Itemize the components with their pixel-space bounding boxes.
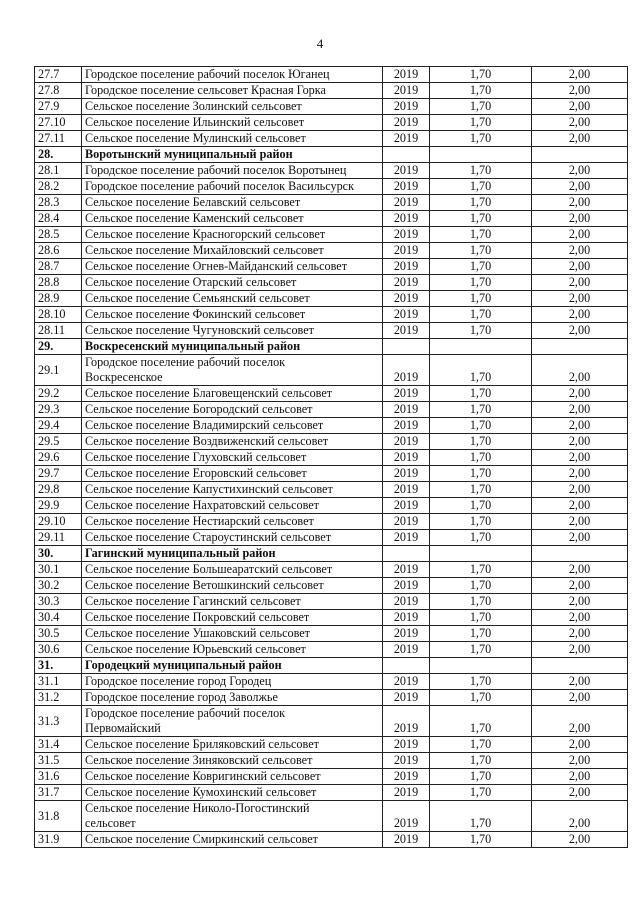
settlement-name: Сельское поселение Благовещенский сельсовет xyxy=(82,386,383,402)
value-cell-2: 2,00 xyxy=(532,769,628,785)
row-number: 28.1 xyxy=(35,163,82,179)
value-cell-2: 2,00 xyxy=(532,227,628,243)
value-cell-1: 1,70 xyxy=(430,355,532,386)
table-row xyxy=(35,706,628,737)
settlement-name-line1: Сельское поселение Николо-Погостинский xyxy=(85,801,310,815)
value-cell-1: 1,70 xyxy=(430,737,532,753)
value-cell-1: 1,70 xyxy=(430,690,532,706)
value-cell-2: 2,00 xyxy=(532,418,628,434)
row-number: 31.8 xyxy=(35,801,82,832)
row-number: 28.9 xyxy=(35,291,82,307)
value-cell-2: 2,00 xyxy=(532,83,628,99)
value-cell-1: 1,70 xyxy=(430,99,532,115)
row-number: 30.5 xyxy=(35,626,82,642)
year-cell: 2019 xyxy=(383,466,430,482)
table-row xyxy=(35,769,628,785)
year-cell xyxy=(383,546,430,562)
year-cell xyxy=(383,658,430,674)
row-number: 31.9 xyxy=(35,832,82,848)
table-row xyxy=(35,131,628,147)
settlement-name: Сельское поселение Богородский сельсовет xyxy=(82,402,383,418)
year-cell: 2019 xyxy=(383,785,430,801)
section-row xyxy=(35,339,628,355)
table-row xyxy=(35,674,628,690)
settlement-name: Городское поселение город Городец xyxy=(82,674,383,690)
year-cell: 2019 xyxy=(383,291,430,307)
value-cell-2: 2,00 xyxy=(532,402,628,418)
year-cell: 2019 xyxy=(383,323,430,339)
year-cell: 2019 xyxy=(383,115,430,131)
table-row xyxy=(35,243,628,259)
settlement-name: Сельское поселение Гагинский сельсовет xyxy=(82,594,383,610)
row-number: 31.6 xyxy=(35,769,82,785)
table-row xyxy=(35,179,628,195)
value-cell-1: 1,70 xyxy=(430,801,532,832)
value-cell-2: 2,00 xyxy=(532,514,628,530)
settlement-name: Сельское поселение Воздвиженский сельсовет xyxy=(82,434,383,450)
table-row xyxy=(35,753,628,769)
row-number: 28. xyxy=(35,147,82,163)
row-number: 30.2 xyxy=(35,578,82,594)
settlement-name: Городское поселение рабочий поселок Воротынец xyxy=(82,163,383,179)
page-number: 4 xyxy=(316,36,324,51)
row-number: 29.7 xyxy=(35,466,82,482)
year-cell: 2019 xyxy=(383,83,430,99)
value-cell-2: 2,00 xyxy=(532,115,628,131)
value-cell-2: 2,00 xyxy=(532,801,628,832)
value-cell-1: 1,70 xyxy=(430,562,532,578)
table-row xyxy=(35,115,628,131)
settlement-name: Городецкий муниципальный район xyxy=(82,658,383,674)
row-number: 29. xyxy=(35,339,82,355)
settlement-name: Сельское поселение Покровский сельсовет xyxy=(82,610,383,626)
row-number: 27.7 xyxy=(35,67,82,83)
value-cell-2: 2,00 xyxy=(532,610,628,626)
value-cell-2: 2,00 xyxy=(532,737,628,753)
settlement-name: Сельское поселение Мулинский сельсовет xyxy=(82,131,383,147)
settlement-name: Городское поселение сельсовет Красная Горка xyxy=(82,83,383,99)
value-cell-1: 1,70 xyxy=(430,227,532,243)
value-cell-2: 2,00 xyxy=(532,690,628,706)
year-cell: 2019 xyxy=(383,706,430,737)
value-cell-2 xyxy=(532,339,628,355)
year-cell: 2019 xyxy=(383,801,430,832)
table-row xyxy=(35,690,628,706)
value-cell-1: 1,70 xyxy=(430,753,532,769)
settlement-name-line2: сельсовет xyxy=(85,816,136,830)
value-cell-2: 2,00 xyxy=(532,179,628,195)
value-cell-2: 2,00 xyxy=(532,434,628,450)
year-cell: 2019 xyxy=(383,275,430,291)
value-cell-1: 1,70 xyxy=(430,259,532,275)
value-cell-2: 2,00 xyxy=(532,706,628,737)
year-cell: 2019 xyxy=(383,578,430,594)
value-cell-2: 2,00 xyxy=(532,99,628,115)
year-cell: 2019 xyxy=(383,530,430,546)
year-cell: 2019 xyxy=(383,179,430,195)
value-cell-2: 2,00 xyxy=(532,674,628,690)
year-cell: 2019 xyxy=(383,195,430,211)
row-number: 29.5 xyxy=(35,434,82,450)
settlement-name: Сельское поселение Нестиарский сельсовет xyxy=(82,514,383,530)
table-row xyxy=(35,355,628,386)
value-cell-1: 1,70 xyxy=(430,530,532,546)
row-number: 27.11 xyxy=(35,131,82,147)
year-cell: 2019 xyxy=(383,259,430,275)
settlement-name: Сельское поселение Красногорский сельсовет xyxy=(82,227,383,243)
table-row xyxy=(35,386,628,402)
value-cell-2: 2,00 xyxy=(532,594,628,610)
row-number: 28.4 xyxy=(35,211,82,227)
table-row xyxy=(35,259,628,275)
value-cell-1: 1,70 xyxy=(430,482,532,498)
year-cell xyxy=(383,147,430,163)
value-cell-1: 1,70 xyxy=(430,418,532,434)
year-cell: 2019 xyxy=(383,642,430,658)
settlement-name-line1: Городское поселение рабочий поселок xyxy=(85,355,286,369)
value-cell-1: 1,70 xyxy=(430,291,532,307)
row-number: 30.4 xyxy=(35,610,82,626)
row-number: 31.5 xyxy=(35,753,82,769)
value-cell-2: 2,00 xyxy=(532,642,628,658)
value-cell-2 xyxy=(532,658,628,674)
row-number: 28.5 xyxy=(35,227,82,243)
row-number: 28.11 xyxy=(35,323,82,339)
value-cell-2 xyxy=(532,546,628,562)
year-cell: 2019 xyxy=(383,562,430,578)
value-cell-1: 1,70 xyxy=(430,402,532,418)
settlement-name: Сельское поселение Ушаковский сельсовет xyxy=(82,626,383,642)
value-cell-1: 1,70 xyxy=(430,594,532,610)
value-cell-1: 1,70 xyxy=(430,514,532,530)
year-cell: 2019 xyxy=(383,594,430,610)
table-row xyxy=(35,163,628,179)
table-row xyxy=(35,434,628,450)
settlement-name: Сельское поселение Староустинский сельсовет xyxy=(82,530,383,546)
value-cell-1: 1,70 xyxy=(430,275,532,291)
row-number: 29.11 xyxy=(35,530,82,546)
row-number: 31. xyxy=(35,658,82,674)
row-number: 31.4 xyxy=(35,737,82,753)
year-cell: 2019 xyxy=(383,307,430,323)
settlement-name: Городское поселение рабочий поселок Васильсурск xyxy=(82,179,383,195)
row-number: 31.7 xyxy=(35,785,82,801)
value-cell-1: 1,70 xyxy=(430,67,532,83)
value-cell-2: 2,00 xyxy=(532,530,628,546)
settlement-name-line2: Воскресенское xyxy=(85,370,163,384)
table-row xyxy=(35,402,628,418)
table-row xyxy=(35,227,628,243)
settlement-name: Гагинский муниципальный район xyxy=(82,546,383,562)
row-number: 29.10 xyxy=(35,514,82,530)
year-cell: 2019 xyxy=(383,674,430,690)
table-row xyxy=(35,514,628,530)
value-cell-2: 2,00 xyxy=(532,211,628,227)
value-cell-1 xyxy=(430,658,532,674)
row-number: 28.7 xyxy=(35,259,82,275)
value-cell-2: 2,00 xyxy=(532,626,628,642)
year-cell: 2019 xyxy=(383,99,430,115)
table-row xyxy=(35,626,628,642)
value-cell-1: 1,70 xyxy=(430,323,532,339)
year-cell: 2019 xyxy=(383,753,430,769)
value-cell-1: 1,70 xyxy=(430,626,532,642)
settlement-name: Сельское поселение Капустихинский сельсовет xyxy=(82,482,383,498)
value-cell-1: 1,70 xyxy=(430,466,532,482)
year-cell: 2019 xyxy=(383,832,430,848)
settlement-name: Сельское поселение Каменский сельсовет xyxy=(82,211,383,227)
table-row xyxy=(35,67,628,83)
row-number: 28.8 xyxy=(35,275,82,291)
row-number: 31.2 xyxy=(35,690,82,706)
year-cell: 2019 xyxy=(383,386,430,402)
value-cell-1: 1,70 xyxy=(430,195,532,211)
table-row xyxy=(35,307,628,323)
value-cell-1: 1,70 xyxy=(430,450,532,466)
table-body xyxy=(35,67,628,848)
value-cell-1: 1,70 xyxy=(430,83,532,99)
table-row xyxy=(35,291,628,307)
year-cell: 2019 xyxy=(383,610,430,626)
value-cell-2: 2,00 xyxy=(532,832,628,848)
table-row xyxy=(35,211,628,227)
row-number: 31.1 xyxy=(35,674,82,690)
settlement-name: Сельское поселение Нахратовский сельсовет xyxy=(82,498,383,514)
settlement-name: Сельское поселение Большеаратский сельсовет xyxy=(82,562,383,578)
row-number: 27.10 xyxy=(35,115,82,131)
table-row xyxy=(35,737,628,753)
row-number: 27.8 xyxy=(35,83,82,99)
row-number: 30.6 xyxy=(35,642,82,658)
row-number: 29.3 xyxy=(35,402,82,418)
table-row xyxy=(35,785,628,801)
value-cell-2: 2,00 xyxy=(532,482,628,498)
year-cell: 2019 xyxy=(383,163,430,179)
settlement-name: Сельское поселение Чугуновский сельсовет xyxy=(82,323,383,339)
value-cell-2: 2,00 xyxy=(532,259,628,275)
settlement-name: Воротынский муниципальный район xyxy=(82,147,383,163)
table-row xyxy=(35,610,628,626)
table-row xyxy=(35,275,628,291)
row-number: 30.1 xyxy=(35,562,82,578)
value-cell-1: 1,70 xyxy=(430,832,532,848)
value-cell-1: 1,70 xyxy=(430,115,532,131)
settlement-name: Сельское поселение Семьянский сельсовет xyxy=(82,291,383,307)
value-cell-1: 1,70 xyxy=(430,578,532,594)
row-number: 29.4 xyxy=(35,418,82,434)
row-number: 31.3 xyxy=(35,706,82,737)
year-cell: 2019 xyxy=(383,434,430,450)
row-number: 28.6 xyxy=(35,243,82,259)
settlement-name: Сельское поселение Кумохинский сельсовет xyxy=(82,785,383,801)
settlement-name: Сельское поселение Отарский сельсовет xyxy=(82,275,383,291)
value-cell-1: 1,70 xyxy=(430,131,532,147)
table-row xyxy=(35,801,628,832)
year-cell: 2019 xyxy=(383,402,430,418)
year-cell: 2019 xyxy=(383,514,430,530)
settlement-name: Сельское поселение Ветошкинский сельсовет xyxy=(82,578,383,594)
value-cell-2: 2,00 xyxy=(532,785,628,801)
value-cell-2 xyxy=(532,147,628,163)
row-number: 28.3 xyxy=(35,195,82,211)
value-cell-2: 2,00 xyxy=(532,386,628,402)
settlement-name: Сельское поселение Зиняковский сельсовет xyxy=(82,753,383,769)
value-cell-1: 1,70 xyxy=(430,243,532,259)
year-cell: 2019 xyxy=(383,355,430,386)
value-cell-2: 2,00 xyxy=(532,195,628,211)
value-cell-1: 1,70 xyxy=(430,610,532,626)
value-cell-2: 2,00 xyxy=(532,67,628,83)
settlement-name: Сельское поселение Смиркинский сельсовет xyxy=(82,832,383,848)
settlement-name: Сельское поселение Фокинский сельсовет xyxy=(82,307,383,323)
settlement-name-line2: Первомайский xyxy=(85,721,161,735)
value-cell-2: 2,00 xyxy=(532,355,628,386)
row-number: 28.10 xyxy=(35,307,82,323)
value-cell-1: 1,70 xyxy=(430,706,532,737)
table-row xyxy=(35,530,628,546)
settlement-name: Сельское поселение Ильинский сельсовет xyxy=(82,115,383,131)
settlement-name-line1: Городское поселение рабочий поселок xyxy=(85,706,286,720)
year-cell: 2019 xyxy=(383,482,430,498)
settlement-name: Сельское поселение Ковригинский сельсовет xyxy=(82,769,383,785)
year-cell xyxy=(383,339,430,355)
row-number: 29.1 xyxy=(35,355,82,386)
row-number: 29.6 xyxy=(35,450,82,466)
value-cell-1: 1,70 xyxy=(430,498,532,514)
table-row xyxy=(35,195,628,211)
settlement-name: Сельское поселение Егоровский сельсовет xyxy=(82,466,383,482)
row-number: 28.2 xyxy=(35,179,82,195)
value-cell-2: 2,00 xyxy=(532,323,628,339)
table-row xyxy=(35,418,628,434)
value-cell-2: 2,00 xyxy=(532,291,628,307)
row-number: 29.9 xyxy=(35,498,82,514)
settlement-name: Сельское поселение Золинский сельсовет xyxy=(82,99,383,115)
value-cell-2: 2,00 xyxy=(532,131,628,147)
table-row xyxy=(35,578,628,594)
table-row xyxy=(35,323,628,339)
table-row xyxy=(35,99,628,115)
settlement-name: Сельское поселение Михайловский сельсовет xyxy=(82,243,383,259)
value-cell-1 xyxy=(430,546,532,562)
value-cell-1: 1,70 xyxy=(430,179,532,195)
table-row xyxy=(35,562,628,578)
year-cell: 2019 xyxy=(383,243,430,259)
year-cell: 2019 xyxy=(383,67,430,83)
value-cell-1: 1,70 xyxy=(430,674,532,690)
value-cell-1: 1,70 xyxy=(430,642,532,658)
year-cell: 2019 xyxy=(383,769,430,785)
year-cell: 2019 xyxy=(383,211,430,227)
value-cell-1: 1,70 xyxy=(430,785,532,801)
value-cell-1 xyxy=(430,339,532,355)
value-cell-2: 2,00 xyxy=(532,307,628,323)
settlement-name: Сельское поселение Владимирский сельсовет xyxy=(82,418,383,434)
value-cell-2: 2,00 xyxy=(532,498,628,514)
table-row xyxy=(35,832,628,848)
year-cell: 2019 xyxy=(383,498,430,514)
settlement-name: Сельское поселение Глуховский сельсовет xyxy=(82,450,383,466)
table-row xyxy=(35,498,628,514)
value-cell-2: 2,00 xyxy=(532,163,628,179)
settlement-name: Сельское поселение Бриляковский сельсовет xyxy=(82,737,383,753)
value-cell-2: 2,00 xyxy=(532,275,628,291)
year-cell: 2019 xyxy=(383,690,430,706)
value-cell-1: 1,70 xyxy=(430,211,532,227)
year-cell: 2019 xyxy=(383,626,430,642)
row-number: 30. xyxy=(35,546,82,562)
value-cell-1: 1,70 xyxy=(430,769,532,785)
section-row xyxy=(35,546,628,562)
year-cell: 2019 xyxy=(383,737,430,753)
section-row xyxy=(35,147,628,163)
settlement-name: Городское поселение город Заволжье xyxy=(82,690,383,706)
municipalities-table xyxy=(34,66,628,848)
table-row xyxy=(35,450,628,466)
value-cell-1: 1,70 xyxy=(430,434,532,450)
value-cell-2: 2,00 xyxy=(532,466,628,482)
settlement-name xyxy=(82,706,383,737)
year-cell: 2019 xyxy=(383,131,430,147)
value-cell-2: 2,00 xyxy=(532,753,628,769)
settlement-name xyxy=(82,801,383,832)
settlement-name xyxy=(82,355,383,386)
settlement-name: Городское поселение рабочий поселок Юганец xyxy=(82,67,383,83)
year-cell: 2019 xyxy=(383,418,430,434)
year-cell: 2019 xyxy=(383,450,430,466)
settlement-name: Воскресенский муниципальный район xyxy=(82,339,383,355)
year-cell: 2019 xyxy=(383,227,430,243)
section-row xyxy=(35,658,628,674)
value-cell-2: 2,00 xyxy=(532,450,628,466)
value-cell-2: 2,00 xyxy=(532,243,628,259)
table-row xyxy=(35,466,628,482)
table-row xyxy=(35,642,628,658)
row-number: 29.8 xyxy=(35,482,82,498)
table-row xyxy=(35,83,628,99)
table-row xyxy=(35,594,628,610)
value-cell-1: 1,70 xyxy=(430,307,532,323)
table-row xyxy=(35,482,628,498)
settlement-name: Сельское поселение Белавский сельсовет xyxy=(82,195,383,211)
value-cell-2: 2,00 xyxy=(532,578,628,594)
value-cell-1 xyxy=(430,147,532,163)
row-number: 27.9 xyxy=(35,99,82,115)
settlement-name: Сельское поселение Юрьевский сельсовет xyxy=(82,642,383,658)
row-number: 29.2 xyxy=(35,386,82,402)
settlement-name: Сельское поселение Огнев-Майданский сельсовет xyxy=(82,259,383,275)
value-cell-1: 1,70 xyxy=(430,163,532,179)
row-number: 30.3 xyxy=(35,594,82,610)
value-cell-1: 1,70 xyxy=(430,386,532,402)
value-cell-2: 2,00 xyxy=(532,562,628,578)
